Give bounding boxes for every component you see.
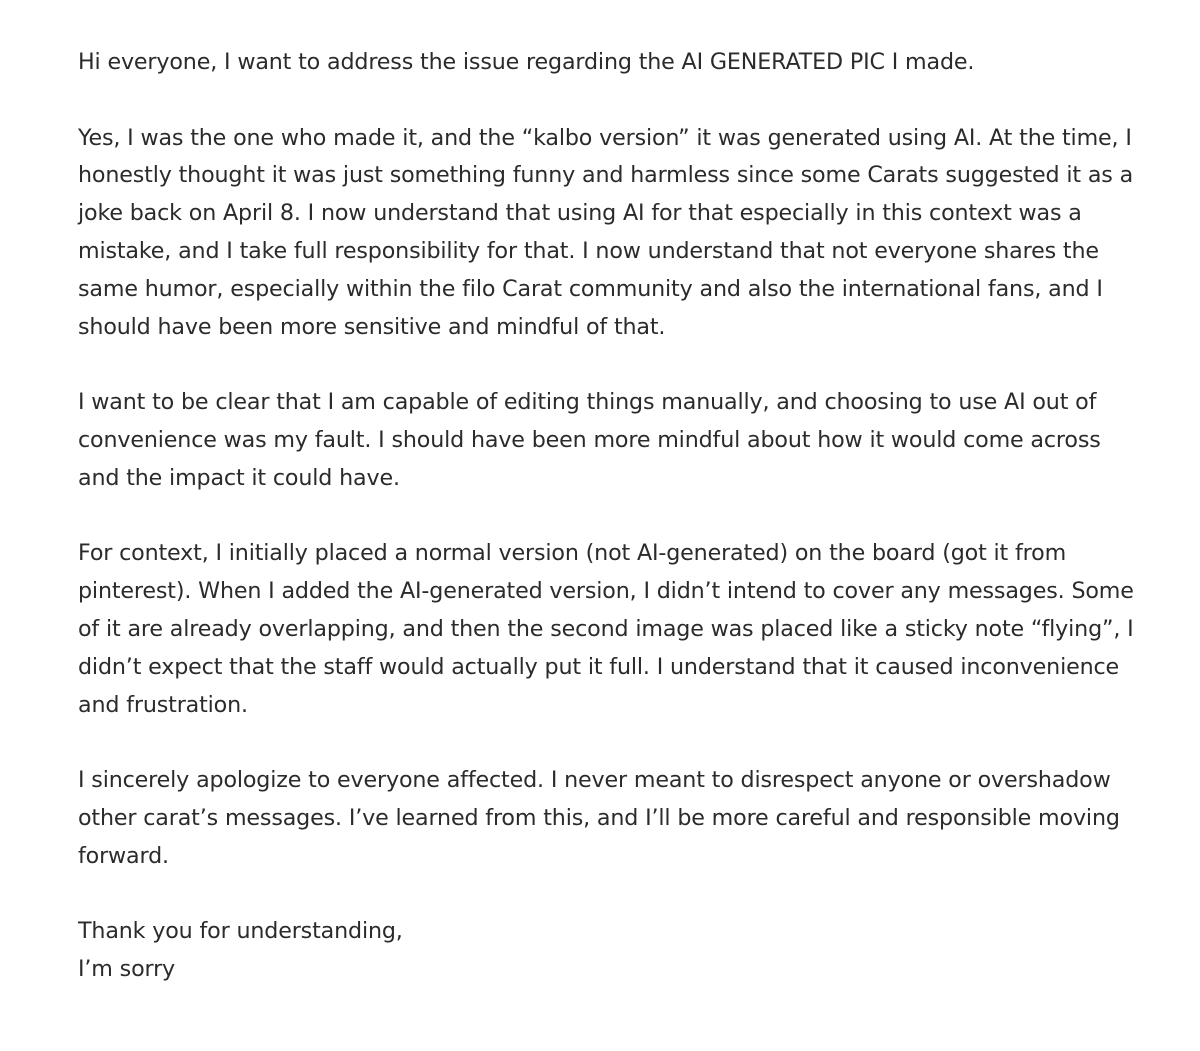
paragraph-apology: I sincerely apologize to everyone affected. I never meant to disrespect anyone or overshadow other carat’s messages. I’ve learned from this, and I’ll be more careful and responsible moving forward. xyxy=(78,767,1120,869)
paragraph-capability: I want to be clear that I am capable of editing things manually, and choosing to use AI out of convenience was my fault. I should have been more mindful about how it would come across and the impact it could have. xyxy=(78,389,1101,491)
closing-sorry: I’m sorry xyxy=(78,956,176,983)
paragraph-context: For context, I initially placed a normal version (not AI-generated) on the board (got it from pinterest). When I added the AI-generated version, I didn’t intend to cover any messages. Some of it are already overlapping, and then the second image was placed like a sticky note “flying”, I didn’t expect that the staff would actually put it full. I understand that it caused inconvenience and frustration. xyxy=(78,540,1134,718)
closing xyxy=(78,913,1138,989)
paragraph-intro: Hi everyone, I want to address the issue regarding the AI GENERATED PIC I made. xyxy=(78,49,975,75)
paragraph-responsibility: Yes, I was the one who made it, and the “kalbo version” it was generated using AI. At the time, I honestly thought it was just something funny and harmless since some Carats suggested it as a joke back on April 8. I now understand that using AI for that especially in this context was a mistake, and I take full responsibility for that. I now understand that not everyone shares the same humor, especially within the filo Carat community and also the international fans, and I should have been more sensitive and mindful of that. xyxy=(78,124,1134,340)
apology-note xyxy=(78,44,1138,1027)
closing-thanks: Thank you for understanding, xyxy=(78,918,403,945)
